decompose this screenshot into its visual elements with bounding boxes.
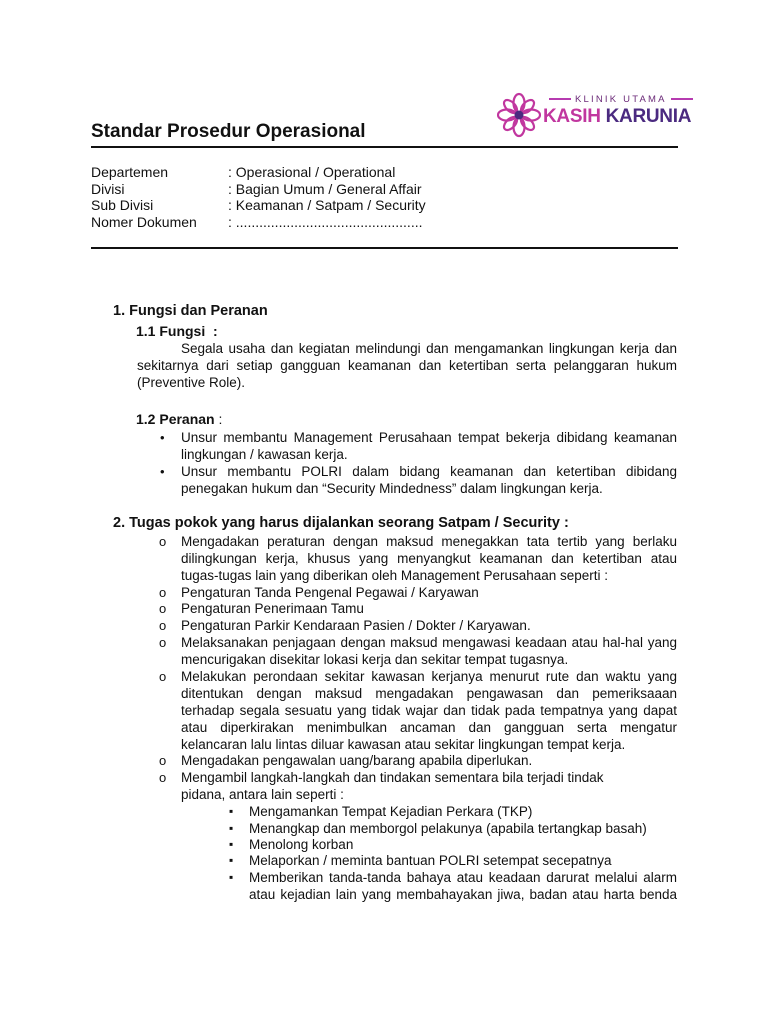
circle-marker: o — [159, 618, 167, 633]
meta-label-divisi: Divisi — [91, 180, 125, 197]
peranan-heading: 1.2 Peranan : — [136, 411, 223, 427]
meta-label-sub-divisi: Sub Divisi — [91, 197, 154, 213]
flower-logo-icon — [497, 92, 541, 138]
circle-marker: o — [159, 770, 167, 785]
tugas-item: Melakukan perondaan sekitar kawasan kerjanya menurut rute dan waktu yang ditentukan dengan maksud mengadakan pengawasan dan pemeriksaaan terhadap segala sesuatu yang tidak wajar dan tidak pada tempatnya yang dapat atau diperkirakan menimbulkan ancaman dan gangguan serta mengatur kelancaran lalu lintas diluar kawasan atau sekitar lingkungan tempat kerja. — [181, 669, 677, 752]
square-marker: ▪ — [229, 821, 234, 835]
tugas-item: Mengadakan pengawalan uang/barang apabila diperlukan. — [181, 753, 533, 768]
meta-value-departemen: : Operasional / Operational — [228, 164, 396, 180]
clinic-logo — [497, 92, 692, 138]
meta-value-sub-divisi: : Keamanan / Satpam / Security — [228, 197, 426, 213]
tugas-item: Melaksanakan penjagaan dengan maksud mengawasi keadaan atau hal-hal yang mencurigakan disekitar lokasi kerja dan sekitar tempat tugasnya. — [181, 635, 677, 667]
tugas-item: Mengadakan peraturan dengan maksud menegakkan tata tertib yang berlaku dilingkungan kerja, khusus yang menyangkut keamanan dan ketertiban atau tugas-tugas lain yang diberikan oleh Management Perusahaan seperti : — [181, 534, 677, 583]
tugas-item: Mengambil langkah-langkah dan tindakan sementara bila terjadi tindak pidana, antara lain seperti : — [181, 770, 604, 802]
logo-subtitle: KLINIK UTAMA — [545, 94, 697, 105]
meta-label-nomer-dokumen: Nomer Dokumen — [91, 213, 197, 230]
circle-marker: o — [159, 669, 167, 684]
fungsi-heading: 1.1 Fungsi : — [136, 323, 218, 339]
bullet-marker: • — [160, 430, 165, 445]
tugas-item: Pengaturan Penerimaan Tamu — [181, 601, 364, 616]
header-rule — [91, 146, 678, 148]
bullet-marker: • — [160, 464, 165, 479]
meta-label-departemen: Departemen — [91, 164, 169, 180]
tugas-item: Pengaturan Tanda Pengenal Pegawai / Karyawan — [181, 585, 479, 600]
circle-marker: o — [159, 635, 167, 650]
square-marker: ▪ — [229, 853, 234, 867]
tugas-item: Pengaturan Parkir Kendaraan Pasien / Dokter / Karyawan. — [181, 618, 531, 633]
square-marker: ▪ — [229, 804, 234, 818]
section-1-heading: 1. Fungsi dan Peranan — [113, 303, 268, 319]
tindakan-item: Menolong korban — [249, 837, 354, 852]
circle-marker: o — [159, 601, 167, 616]
tindakan-item: Mengamankan Tempat Kejadian Perkara (TKP) — [249, 804, 533, 819]
tindakan-item: Memberikan tanda-tanda bahaya atau keadaan darurat melalui alarm atau kejadian lain yang membahayakan jiwa, badan atau harta benda — [249, 870, 677, 902]
circle-marker: o — [159, 534, 167, 549]
square-marker: ▪ — [229, 837, 234, 851]
fungsi-text: Segala usaha dan kegiatan melindungi dan mengamankan lingkungan kerja dan sekitarnya dari setiap gangguan keamanan dan ketertiban serta pelanggaran hukum (Preventive Role). — [137, 341, 677, 390]
section-2-heading: 2. Tugas pokok yang harus dijalankan seorang Satpam / Security : — [113, 515, 569, 531]
logo-name: KASIH KARUNIA — [543, 106, 692, 127]
meta-rule — [91, 247, 678, 249]
meta-value-divisi: : Bagian Umum / General Affair — [228, 180, 422, 197]
peranan-item: Unsur membantu Management Perusahaan tempat bekerja dibidang keamanan lingkungan / kawasan kerja. — [181, 430, 677, 462]
meta-value-nomer-dokumen: : ................................................ — [228, 213, 423, 230]
page-title: Standar Prosedur Operasional — [91, 121, 366, 142]
peranan-item: Unsur membantu POLRI dalam bidang keamanan dan ketertiban dibidang penegakan hukum dan “Security Mindedness” dalam lingkungan kerja. — [181, 464, 677, 496]
tindakan-item: Menangkap dan memborgol pelakunya (apabila tertangkap basah) — [249, 821, 647, 836]
tindakan-item: Melaporkan / meminta bantuan POLRI setempat secepatnya — [249, 853, 612, 868]
square-marker: ▪ — [229, 870, 234, 884]
circle-marker: o — [159, 585, 167, 600]
circle-marker: o — [159, 753, 167, 768]
